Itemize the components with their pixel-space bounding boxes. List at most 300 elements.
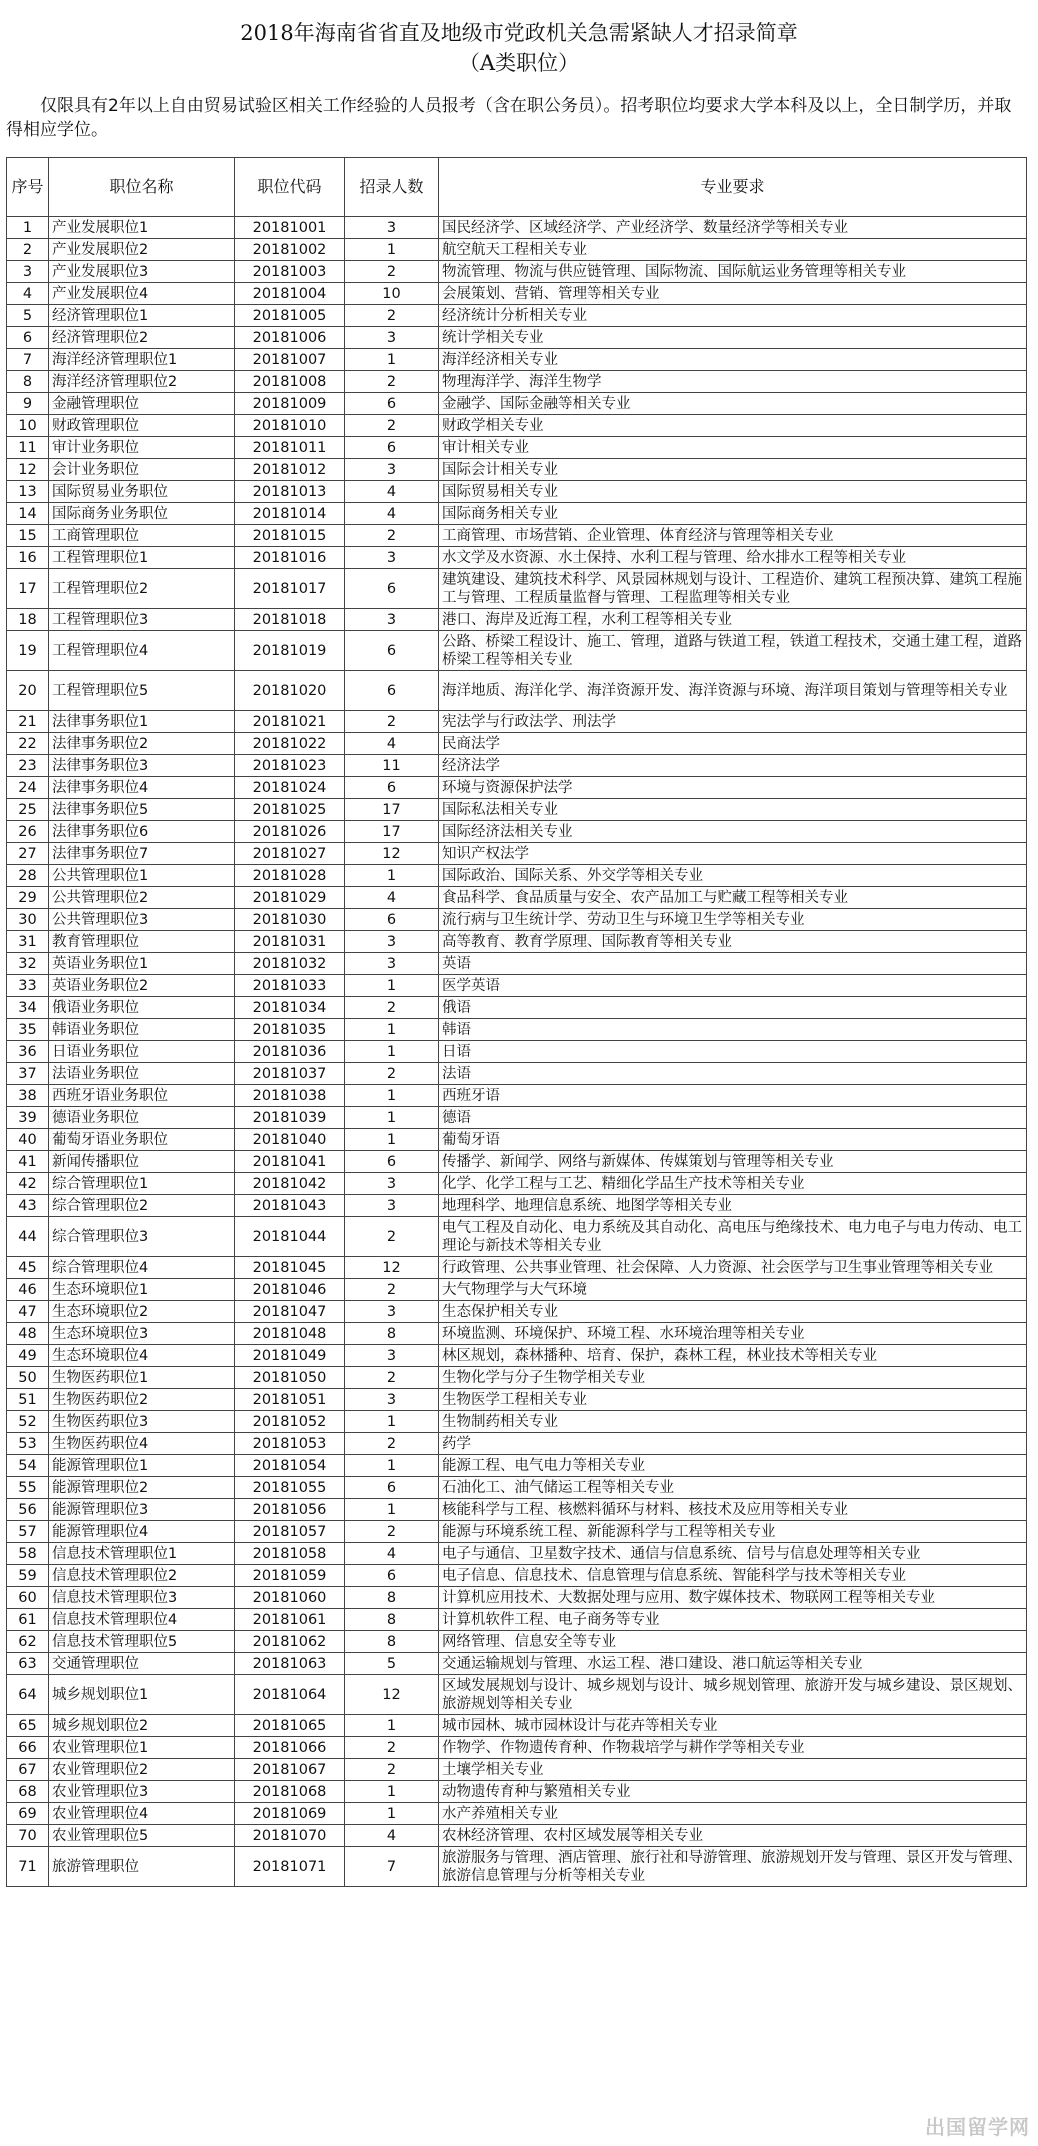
cell-name: 农业管理职位4 xyxy=(49,1803,235,1825)
cell-name: 金融管理职位 xyxy=(49,393,235,415)
table-row xyxy=(7,415,1027,437)
cell-count: 3 xyxy=(345,1301,439,1323)
table-row xyxy=(7,1499,1027,1521)
cell-no: 4 xyxy=(7,283,49,305)
cell-code: 20181005 xyxy=(235,305,345,327)
cell-name: 生态环境职位3 xyxy=(49,1323,235,1345)
cell-requirement: 核能科学与工程、核燃料循环与材料、核技术及应用等相关专业 xyxy=(439,1499,1027,1521)
cell-requirement: 宪法学与行政法学、刑法学 xyxy=(439,711,1027,733)
cell-requirement: 能源与环境系统工程、新能源科学与工程等相关专业 xyxy=(439,1521,1027,1543)
cell-count: 3 xyxy=(345,1195,439,1217)
table-row xyxy=(7,1345,1027,1367)
cell-name: 经济管理职位2 xyxy=(49,327,235,349)
cell-no: 36 xyxy=(7,1041,49,1063)
cell-requirement: 物理海洋学、海洋生物学 xyxy=(439,371,1027,393)
cell-count: 2 xyxy=(345,1367,439,1389)
cell-name: 审计业务职位 xyxy=(49,437,235,459)
cell-name: 工程管理职位3 xyxy=(49,609,235,631)
cell-no: 42 xyxy=(7,1173,49,1195)
cell-name: 信息技术管理职位2 xyxy=(49,1565,235,1587)
cell-count: 1 xyxy=(345,1107,439,1129)
cell-name: 信息技术管理职位4 xyxy=(49,1609,235,1631)
cell-count: 8 xyxy=(345,1631,439,1653)
cell-count: 1 xyxy=(345,349,439,371)
cell-count: 1 xyxy=(345,1085,439,1107)
table-row xyxy=(7,931,1027,953)
cell-no: 33 xyxy=(7,975,49,997)
cell-code: 20181026 xyxy=(235,821,345,843)
cell-requirement: 区域发展规划与设计、城乡规划与设计、城乡规划管理、旅游开发与城乡建设、景区规划、旅游规划等相关专业 xyxy=(439,1675,1027,1715)
page-title xyxy=(0,18,1038,78)
table-row xyxy=(7,1781,1027,1803)
cell-name: 生物医药职位1 xyxy=(49,1367,235,1389)
cell-no: 13 xyxy=(7,481,49,503)
cell-requirement: 俄语 xyxy=(439,997,1027,1019)
cell-no: 31 xyxy=(7,931,49,953)
cell-requirement: 经济法学 xyxy=(439,755,1027,777)
cell-code: 20181011 xyxy=(235,437,345,459)
cell-name: 俄语业务职位 xyxy=(49,997,235,1019)
cell-requirement: 生态保护相关专业 xyxy=(439,1301,1027,1323)
cell-count: 6 xyxy=(345,1151,439,1173)
cell-count: 3 xyxy=(345,953,439,975)
cell-count: 8 xyxy=(345,1587,439,1609)
cell-code: 20181037 xyxy=(235,1063,345,1085)
cell-no: 40 xyxy=(7,1129,49,1151)
cell-count: 12 xyxy=(345,1675,439,1715)
table-row xyxy=(7,733,1027,755)
cell-code: 20181023 xyxy=(235,755,345,777)
cell-requirement: 生物医学工程相关专业 xyxy=(439,1389,1027,1411)
cell-name: 工程管理职位5 xyxy=(49,671,235,711)
cell-code: 20181048 xyxy=(235,1323,345,1345)
cell-no: 34 xyxy=(7,997,49,1019)
cell-requirement: 经济统计分析相关专业 xyxy=(439,305,1027,327)
cell-count: 2 xyxy=(345,1521,439,1543)
cell-requirement: 石油化工、油气储运工程等相关专业 xyxy=(439,1477,1027,1499)
cell-code: 20181068 xyxy=(235,1781,345,1803)
table-row xyxy=(7,569,1027,609)
cell-requirement: 药学 xyxy=(439,1433,1027,1455)
cell-code: 20181050 xyxy=(235,1367,345,1389)
cell-code: 20181007 xyxy=(235,349,345,371)
cell-code: 20181047 xyxy=(235,1301,345,1323)
cell-no: 58 xyxy=(7,1543,49,1565)
cell-count: 2 xyxy=(345,1737,439,1759)
title-line-1: 2018年海南省省直及地级市党政机关急需紧缺人才招录简章 xyxy=(240,21,798,45)
cell-requirement: 国际会计相关专业 xyxy=(439,459,1027,481)
table-row xyxy=(7,525,1027,547)
header-name: 职位名称 xyxy=(49,158,235,217)
cell-count: 2 xyxy=(345,1433,439,1455)
cell-name: 农业管理职位2 xyxy=(49,1759,235,1781)
table-row xyxy=(7,1279,1027,1301)
cell-requirement: 德语 xyxy=(439,1107,1027,1129)
cell-name: 工程管理职位1 xyxy=(49,547,235,569)
cell-no: 51 xyxy=(7,1389,49,1411)
cell-count: 4 xyxy=(345,503,439,525)
cell-count: 6 xyxy=(345,569,439,609)
table-row xyxy=(7,327,1027,349)
cell-count: 2 xyxy=(345,997,439,1019)
cell-count: 17 xyxy=(345,799,439,821)
intro-paragraph: 仅限具有2年以上自由贸易试验区相关工作经验的人员报考（含在职公务员）。招考职位均要求大学本科及以上，全日制学历，并取得相应学位。 xyxy=(6,96,1012,140)
cell-count: 1 xyxy=(345,1041,439,1063)
cell-no: 24 xyxy=(7,777,49,799)
cell-no: 43 xyxy=(7,1195,49,1217)
cell-requirement: 葡萄牙语 xyxy=(439,1129,1027,1151)
cell-count: 3 xyxy=(345,459,439,481)
cell-no: 1 xyxy=(7,217,49,239)
table-row xyxy=(7,349,1027,371)
cell-no: 7 xyxy=(7,349,49,371)
cell-requirement: 城市园林、城市园林设计与花卉等相关专业 xyxy=(439,1715,1027,1737)
cell-count: 4 xyxy=(345,733,439,755)
cell-requirement: 审计相关专业 xyxy=(439,437,1027,459)
cell-count: 8 xyxy=(345,1609,439,1631)
cell-no: 55 xyxy=(7,1477,49,1499)
cell-no: 3 xyxy=(7,261,49,283)
cell-code: 20181058 xyxy=(235,1543,345,1565)
table-row xyxy=(7,1759,1027,1781)
table-row xyxy=(7,305,1027,327)
table-row xyxy=(7,1609,1027,1631)
table-row xyxy=(7,1195,1027,1217)
cell-name: 工商管理职位 xyxy=(49,525,235,547)
table-row xyxy=(7,1587,1027,1609)
cell-requirement: 医学英语 xyxy=(439,975,1027,997)
cell-requirement: 物流管理、物流与供应链管理、国际物流、国际航运业务管理等相关专业 xyxy=(439,261,1027,283)
table-row xyxy=(7,975,1027,997)
cell-name: 综合管理职位1 xyxy=(49,1173,235,1195)
table-row xyxy=(7,711,1027,733)
cell-requirement: 建筑建设、建筑技术科学、风景园林规划与设计、工程造价、建筑工程预决算、建筑工程施工与管理、工程质量监督与管理、工程监理等相关专业 xyxy=(439,569,1027,609)
cell-no: 12 xyxy=(7,459,49,481)
cell-requirement: 国际贸易相关专业 xyxy=(439,481,1027,503)
cell-requirement: 环境监测、环境保护、环境工程、水环境治理等相关专业 xyxy=(439,1323,1027,1345)
cell-requirement: 海洋经济相关专业 xyxy=(439,349,1027,371)
table-row xyxy=(7,503,1027,525)
table-row xyxy=(7,1825,1027,1847)
cell-code: 20181022 xyxy=(235,733,345,755)
cell-requirement: 国际经济法相关专业 xyxy=(439,821,1027,843)
cell-code: 20181001 xyxy=(235,217,345,239)
cell-no: 37 xyxy=(7,1063,49,1085)
cell-code: 20181020 xyxy=(235,671,345,711)
cell-count: 10 xyxy=(345,283,439,305)
cell-count: 12 xyxy=(345,1257,439,1279)
cell-name: 韩语业务职位 xyxy=(49,1019,235,1041)
cell-requirement: 电气工程及自动化、电力系统及其自动化、高电压与绝缘技术、电力电子与电力传动、电工理论与新技术等相关专业 xyxy=(439,1217,1027,1257)
cell-requirement: 行政管理、公共事业管理、社会保障、人力资源、社会医学与卫生事业管理等相关专业 xyxy=(439,1257,1027,1279)
cell-code: 20181071 xyxy=(235,1847,345,1887)
cell-no: 57 xyxy=(7,1521,49,1543)
cell-no: 26 xyxy=(7,821,49,843)
cell-name: 生物医药职位2 xyxy=(49,1389,235,1411)
cell-no: 11 xyxy=(7,437,49,459)
cell-requirement: 地理科学、地理信息系统、地图学等相关专业 xyxy=(439,1195,1027,1217)
cell-no: 30 xyxy=(7,909,49,931)
cell-requirement: 生物制药相关专业 xyxy=(439,1411,1027,1433)
table-row xyxy=(7,1675,1027,1715)
cell-requirement: 公路、桥梁工程设计、施工、管理，道路与铁道工程，铁道工程技术，交通土建工程，道路桥梁工程等相关专业 xyxy=(439,631,1027,671)
cell-code: 20181061 xyxy=(235,1609,345,1631)
table-row xyxy=(7,997,1027,1019)
cell-name: 产业发展职位2 xyxy=(49,239,235,261)
cell-no: 22 xyxy=(7,733,49,755)
table-row xyxy=(7,371,1027,393)
cell-code: 20181021 xyxy=(235,711,345,733)
cell-requirement: 动物遗传育种与繁殖相关专业 xyxy=(439,1781,1027,1803)
cell-count: 4 xyxy=(345,481,439,503)
cell-code: 20181041 xyxy=(235,1151,345,1173)
cell-requirement: 法语 xyxy=(439,1063,1027,1085)
cell-no: 35 xyxy=(7,1019,49,1041)
cell-code: 20181066 xyxy=(235,1737,345,1759)
table-row xyxy=(7,1367,1027,1389)
cell-name: 葡萄牙语业务职位 xyxy=(49,1129,235,1151)
cell-code: 20181014 xyxy=(235,503,345,525)
cell-name: 生物医药职位3 xyxy=(49,1411,235,1433)
table-row xyxy=(7,437,1027,459)
cell-code: 20181016 xyxy=(235,547,345,569)
cell-name: 英语业务职位2 xyxy=(49,975,235,997)
cell-requirement: 计算机应用技术、大数据处理与应用、数字媒体技术、物联网工程等相关专业 xyxy=(439,1587,1027,1609)
cell-count: 11 xyxy=(345,755,439,777)
cell-name: 海洋经济管理职位1 xyxy=(49,349,235,371)
cell-count: 3 xyxy=(345,609,439,631)
cell-no: 29 xyxy=(7,887,49,909)
cell-code: 20181008 xyxy=(235,371,345,393)
cell-name: 产业发展职位3 xyxy=(49,261,235,283)
cell-code: 20181055 xyxy=(235,1477,345,1499)
cell-count: 8 xyxy=(345,1323,439,1345)
cell-code: 20181069 xyxy=(235,1803,345,1825)
cell-requirement: 水文学及水资源、水土保持、水利工程与管理、给水排水工程等相关专业 xyxy=(439,547,1027,569)
cell-count: 3 xyxy=(345,327,439,349)
cell-name: 能源管理职位1 xyxy=(49,1455,235,1477)
cell-code: 20181070 xyxy=(235,1825,345,1847)
cell-count: 1 xyxy=(345,1781,439,1803)
cell-no: 48 xyxy=(7,1323,49,1345)
cell-no: 8 xyxy=(7,371,49,393)
header-code: 职位代码 xyxy=(235,158,345,217)
cell-name: 法律事务职位4 xyxy=(49,777,235,799)
table-row xyxy=(7,755,1027,777)
cell-count: 6 xyxy=(345,393,439,415)
cell-count: 4 xyxy=(345,1825,439,1847)
cell-requirement: 食品科学、食品质量与安全、农产品加工与贮藏工程等相关专业 xyxy=(439,887,1027,909)
table-row xyxy=(7,1041,1027,1063)
table-row xyxy=(7,671,1027,711)
cell-name: 工程管理职位4 xyxy=(49,631,235,671)
cell-no: 2 xyxy=(7,239,49,261)
cell-requirement: 统计学相关专业 xyxy=(439,327,1027,349)
table-row xyxy=(7,631,1027,671)
cell-requirement: 能源工程、电气电力等相关专业 xyxy=(439,1455,1027,1477)
cell-requirement: 交通运输规划与管理、水运工程、港口建设、港口航运等相关专业 xyxy=(439,1653,1027,1675)
cell-requirement: 国际私法相关专业 xyxy=(439,799,1027,821)
cell-no: 5 xyxy=(7,305,49,327)
header-no: 序号 xyxy=(7,158,49,217)
cell-code: 20181004 xyxy=(235,283,345,305)
cell-no: 9 xyxy=(7,393,49,415)
cell-code: 20181015 xyxy=(235,525,345,547)
cell-code: 20181033 xyxy=(235,975,345,997)
cell-count: 6 xyxy=(345,631,439,671)
cell-count: 2 xyxy=(345,1759,439,1781)
cell-name: 西班牙语业务职位 xyxy=(49,1085,235,1107)
cell-name: 城乡规划职位1 xyxy=(49,1675,235,1715)
cell-count: 1 xyxy=(345,865,439,887)
cell-name: 农业管理职位5 xyxy=(49,1825,235,1847)
cell-no: 14 xyxy=(7,503,49,525)
cell-count: 2 xyxy=(345,711,439,733)
cell-name: 经济管理职位1 xyxy=(49,305,235,327)
cell-name: 海洋经济管理职位2 xyxy=(49,371,235,393)
table-row xyxy=(7,799,1027,821)
cell-requirement: 财政学相关专业 xyxy=(439,415,1027,437)
cell-no: 38 xyxy=(7,1085,49,1107)
cell-name: 综合管理职位4 xyxy=(49,1257,235,1279)
cell-count: 3 xyxy=(345,1345,439,1367)
cell-name: 法语业务职位 xyxy=(49,1063,235,1085)
cell-no: 52 xyxy=(7,1411,49,1433)
cell-no: 68 xyxy=(7,1781,49,1803)
cell-code: 20181032 xyxy=(235,953,345,975)
table-row xyxy=(7,1151,1027,1173)
cell-no: 19 xyxy=(7,631,49,671)
cell-requirement: 西班牙语 xyxy=(439,1085,1027,1107)
cell-name: 城乡规划职位2 xyxy=(49,1715,235,1737)
table-row xyxy=(7,547,1027,569)
table-row xyxy=(7,843,1027,865)
cell-name: 公共管理职位3 xyxy=(49,909,235,931)
cell-code: 20181045 xyxy=(235,1257,345,1279)
cell-code: 20181040 xyxy=(235,1129,345,1151)
cell-count: 2 xyxy=(345,525,439,547)
cell-name: 产业发展职位4 xyxy=(49,283,235,305)
cell-count: 4 xyxy=(345,887,439,909)
table-row xyxy=(7,1129,1027,1151)
table-row xyxy=(7,1173,1027,1195)
header-count: 招录人数 xyxy=(345,158,439,217)
cell-name: 德语业务职位 xyxy=(49,1107,235,1129)
cell-name: 生态环境职位2 xyxy=(49,1301,235,1323)
cell-count: 1 xyxy=(345,1499,439,1521)
cell-code: 20181030 xyxy=(235,909,345,931)
cell-code: 20181036 xyxy=(235,1041,345,1063)
table-row xyxy=(7,1411,1027,1433)
cell-requirement: 民商法学 xyxy=(439,733,1027,755)
cell-code: 20181054 xyxy=(235,1455,345,1477)
cell-no: 25 xyxy=(7,799,49,821)
cell-requirement: 英语 xyxy=(439,953,1027,975)
cell-code: 20181052 xyxy=(235,1411,345,1433)
cell-count: 12 xyxy=(345,843,439,865)
cell-name: 法律事务职位5 xyxy=(49,799,235,821)
cell-name: 教育管理职位 xyxy=(49,931,235,953)
cell-code: 20181017 xyxy=(235,569,345,609)
cell-requirement: 流行病与卫生统计学、劳动卫生与环境卫生学等相关专业 xyxy=(439,909,1027,931)
cell-requirement: 化学、化学工程与工艺、精细化学品生产技术等相关专业 xyxy=(439,1173,1027,1195)
cell-count: 2 xyxy=(345,1279,439,1301)
cell-count: 5 xyxy=(345,1653,439,1675)
cell-no: 50 xyxy=(7,1367,49,1389)
cell-requirement: 水产养殖相关专业 xyxy=(439,1803,1027,1825)
cell-count: 6 xyxy=(345,909,439,931)
cell-count: 1 xyxy=(345,1129,439,1151)
table-row xyxy=(7,887,1027,909)
cell-name: 能源管理职位3 xyxy=(49,1499,235,1521)
cell-no: 39 xyxy=(7,1107,49,1129)
cell-requirement: 传播学、新闻学、网络与新媒体、传媒策划与管理等相关专业 xyxy=(439,1151,1027,1173)
cell-count: 3 xyxy=(345,1389,439,1411)
cell-requirement: 国民经济学、区域经济学、产业经济学、数量经济学等相关专业 xyxy=(439,217,1027,239)
cell-count: 3 xyxy=(345,1173,439,1195)
cell-name: 能源管理职位4 xyxy=(49,1521,235,1543)
table-row xyxy=(7,1631,1027,1653)
cell-name: 生物医药职位4 xyxy=(49,1433,235,1455)
cell-no: 27 xyxy=(7,843,49,865)
cell-count: 1 xyxy=(345,1715,439,1737)
cell-requirement: 国际政治、国际关系、外交学等相关专业 xyxy=(439,865,1027,887)
cell-no: 10 xyxy=(7,415,49,437)
cell-name: 法律事务职位1 xyxy=(49,711,235,733)
cell-no: 28 xyxy=(7,865,49,887)
cell-count: 3 xyxy=(345,547,439,569)
table-row xyxy=(7,1565,1027,1587)
cell-no: 32 xyxy=(7,953,49,975)
cell-name: 公共管理职位1 xyxy=(49,865,235,887)
cell-code: 20181039 xyxy=(235,1107,345,1129)
cell-code: 20181010 xyxy=(235,415,345,437)
cell-no: 44 xyxy=(7,1217,49,1257)
cell-code: 20181051 xyxy=(235,1389,345,1411)
table-row xyxy=(7,1389,1027,1411)
cell-name: 综合管理职位2 xyxy=(49,1195,235,1217)
cell-requirement: 土壤学相关专业 xyxy=(439,1759,1027,1781)
cell-requirement: 国际商务相关专业 xyxy=(439,503,1027,525)
cell-no: 45 xyxy=(7,1257,49,1279)
table-row xyxy=(7,1521,1027,1543)
cell-no: 17 xyxy=(7,569,49,609)
cell-code: 20181064 xyxy=(235,1675,345,1715)
cell-code: 20181038 xyxy=(235,1085,345,1107)
cell-no: 49 xyxy=(7,1345,49,1367)
table-row xyxy=(7,1477,1027,1499)
table-header-row xyxy=(7,158,1027,217)
cell-no: 56 xyxy=(7,1499,49,1521)
cell-code: 20181044 xyxy=(235,1217,345,1257)
cell-count: 1 xyxy=(345,1803,439,1825)
cell-code: 20181049 xyxy=(235,1345,345,1367)
cell-code: 20181057 xyxy=(235,1521,345,1543)
cell-name: 法律事务职位7 xyxy=(49,843,235,865)
cell-no: 15 xyxy=(7,525,49,547)
table-row xyxy=(7,1543,1027,1565)
table-row xyxy=(7,217,1027,239)
cell-no: 65 xyxy=(7,1715,49,1737)
cell-name: 法律事务职位6 xyxy=(49,821,235,843)
cell-name: 能源管理职位2 xyxy=(49,1477,235,1499)
cell-requirement: 高等教育、教育学原理、国际教育等相关专业 xyxy=(439,931,1027,953)
cell-name: 日语业务职位 xyxy=(49,1041,235,1063)
cell-code: 20181063 xyxy=(235,1653,345,1675)
table-body xyxy=(7,217,1027,1887)
cell-name: 公共管理职位2 xyxy=(49,887,235,909)
table-row xyxy=(7,1715,1027,1737)
